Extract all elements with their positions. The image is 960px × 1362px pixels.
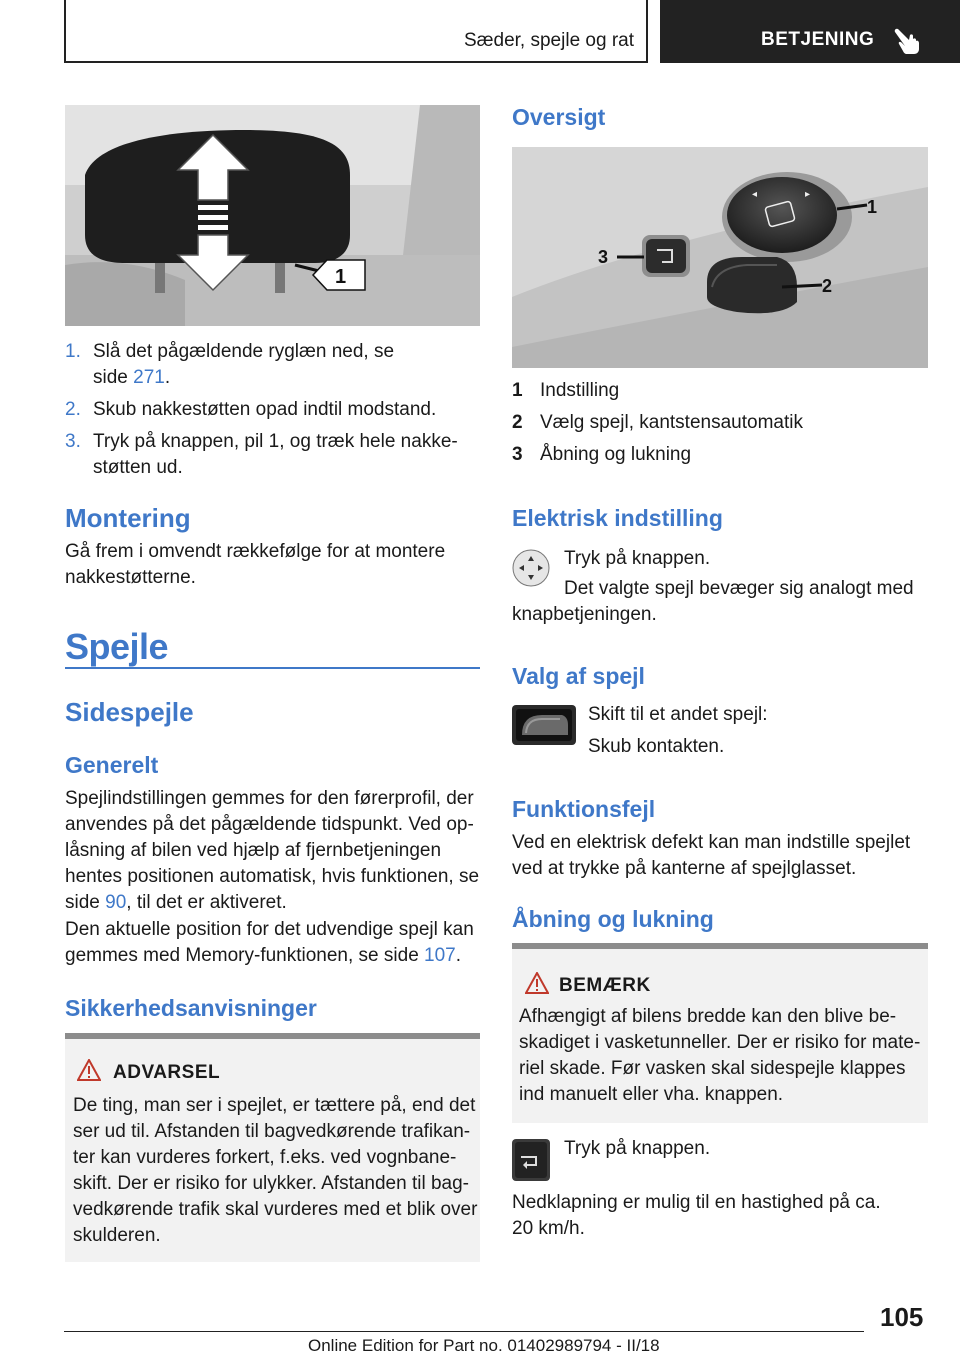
notice-text: Afhængigt af bilens bredde kan den blive be- skadiget i vasketunneller. Der er risiko for mate- riel skade. Før vasken skal sidespejle klappes ind manuelt eller vha. knappen. (519, 1006, 921, 1105)
fold-speed-text: Nedklapning er mulig til en hastighed på ca. 20 km/h. (512, 1192, 881, 1239)
page-link-107[interactable]: 107 (424, 945, 456, 966)
generelt-paragraph-2: Den aktuelle position for det udvendige spejl kan gemmes med Memory-funktionen, se side 107. (65, 919, 474, 966)
figure-callout-1: 1 (335, 266, 347, 288)
fold-mirror-button-icon (512, 1139, 550, 1181)
elektrisk-text-1: Tryk på knappen. (564, 548, 711, 569)
press-button-text: Tryk på knappen. (564, 1138, 711, 1159)
warning-text: De ting, man ser i spejlet, er tættere på, end det ser ud til. Afstanden til bagvedkørende trafikan- ter kan vurderes forkert, f.eks. ved vognbane- skift. Der er risiko for ulykker. Afstanden til bag- vedkørende trafik skal vurderes med et blik over skulderen. (73, 1095, 478, 1246)
figure-callout-3: 3 (598, 247, 609, 267)
heading-spejle: Spejle (65, 626, 169, 667)
warning-box (65, 1033, 480, 1262)
list-item: 2. Skub nakkestøtten opad indtil modstand. (65, 399, 437, 420)
header-section-box (64, 0, 648, 63)
notice-bar (512, 943, 928, 949)
header-chapter-box (660, 0, 960, 63)
legend-row: 3 Åbning og lukning (512, 444, 692, 465)
figure-callout-1: 1 (867, 197, 878, 217)
mirror-select-switch-icon (512, 705, 576, 745)
legend-row: 1 Indstilling (512, 380, 620, 401)
valg-text-2: Skub kontakten. (588, 736, 725, 757)
heading-valg-af-spejl: Valg af spejl (512, 663, 645, 689)
headrest-figure (65, 105, 480, 326)
steps-list (65, 339, 485, 487)
header-section-title: Sæder, spejle og rat (463, 30, 634, 51)
header-chapter-title: BETJENING (761, 29, 875, 50)
heading-montering: Montering (65, 503, 191, 533)
page-link-271[interactable]: 271 (133, 367, 165, 388)
generelt-paragraph-1: Spejlindstillingen gemmes for den førerprofil, der anvendes på det pågældende tidspunkt. Ved op- låsning af bilen ved hjælp af fjernbetjeningen hentes positionen automatisk, hvis funktionen, se side 90, til det er aktiveret. (65, 788, 480, 913)
warning-triangle-icon (525, 972, 549, 994)
valg-text-1: Skift til et andet spejl: (588, 704, 768, 725)
list-item: 1. Slå det pågældende ryglæn ned, se side 271. (65, 341, 395, 388)
notice-title: BEMÆRK (559, 975, 651, 996)
legend-row: 2 Vælg spejl, kantstensautomatik (512, 412, 803, 433)
funktionsfejl-text: Ved en elektrisk defekt kan man indstille spejlet ved at trykke på kanterne af spejlglasset. (512, 832, 911, 879)
notice-box (512, 943, 928, 1123)
heading-generelt: Generelt (65, 752, 159, 778)
heading-aabning-og-lukning: Åbning og lukning (512, 906, 714, 932)
warning-triangle-icon (77, 1059, 101, 1081)
heading-elektrisk-indstilling: Elektrisk indstilling (512, 505, 723, 531)
warning-bar (65, 1033, 480, 1039)
mirror-controls-figure (512, 147, 928, 368)
list-item: 3. Tryk på knappen, pil 1, og træk hele nakke- støtten ud. (65, 431, 458, 478)
elektrisk-text-2: Det valgte spejl bevæger sig analogt med knapbetjeningen. (512, 578, 914, 625)
heading-sidespejle: Sidespejle (65, 697, 194, 727)
footer-rule (64, 1331, 864, 1332)
heading-rule (65, 667, 480, 669)
svg-text:▸: ▸ (805, 189, 811, 200)
montering-text: Gå frem i omvendt rækkefølge for at montere nakkestøtterne. (65, 541, 446, 588)
svg-text:◂: ◂ (752, 189, 758, 200)
page-link-90[interactable]: 90 (105, 892, 127, 913)
figure-callout-2: 2 (822, 276, 833, 296)
pointing-hand-icon (892, 25, 922, 55)
heading-oversigt: Oversigt (512, 104, 606, 130)
heading-funktionsfejl: Funktionsfejl (512, 796, 656, 822)
warning-title: ADVARSEL (113, 1062, 221, 1083)
page-number: 105 (880, 1302, 924, 1332)
heading-sikkerhedsanvisninger: Sikkerhedsanvisninger (65, 995, 317, 1021)
footer-edition: Online Edition for Part no. 01402989794 - II/18 (308, 1336, 660, 1355)
